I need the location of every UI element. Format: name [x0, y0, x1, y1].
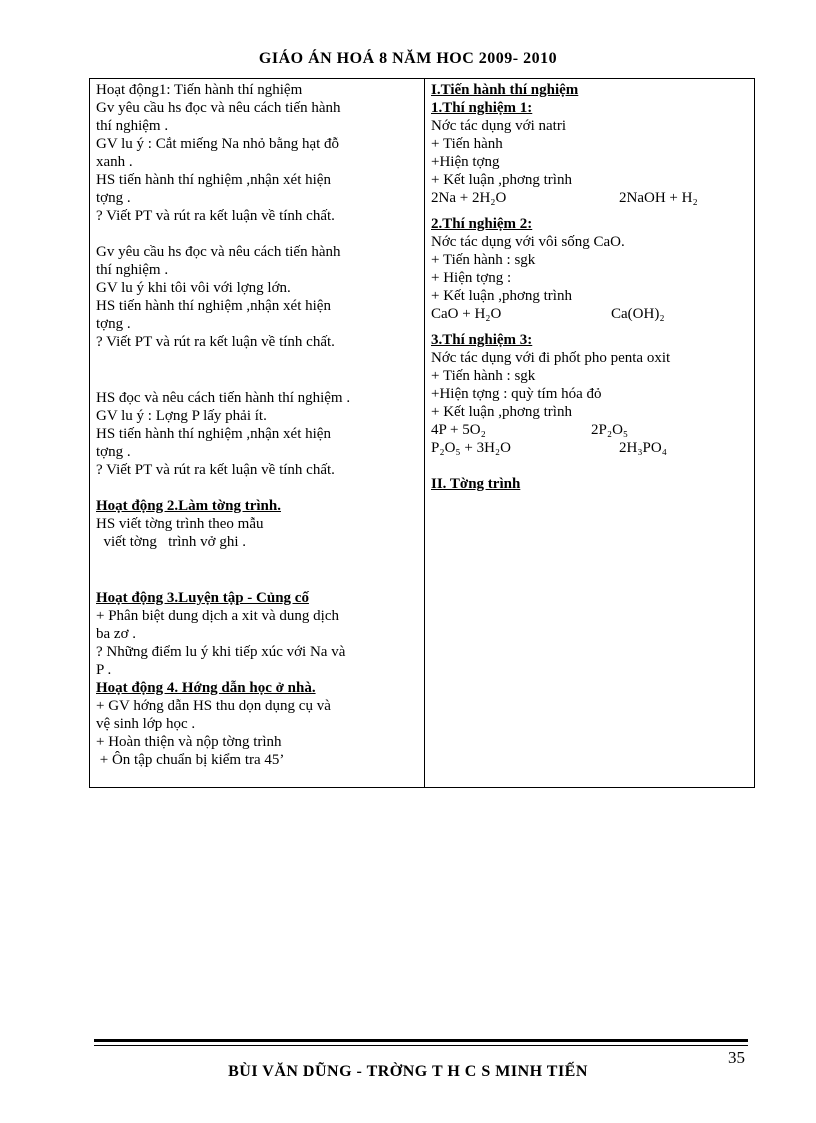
text-line: ? Những điểm lu ý khi tiếp xúc với Na và — [96, 644, 346, 660]
equation-rhs: 2NaOH + H₂ — [619, 190, 698, 206]
text-line: ? Viết PT và rút ra kết luận về tính chất. — [96, 334, 335, 350]
activity-1-block — [96, 81, 418, 225]
equation-rhs: Ca(OH)₂ — [611, 306, 665, 322]
experiment-3-guidance — [96, 389, 418, 479]
column-divider — [424, 79, 425, 787]
text-line: GV lu ý khi tôi vôi với lợng lớn. — [96, 280, 291, 296]
experiment-2-guidance — [96, 243, 418, 351]
activity-3-heading: Hoạt động 3.Luyện tập - Củng cố — [96, 590, 309, 606]
equation-rhs: 2P₂O₅ — [591, 422, 629, 438]
text-line: viết tờng trình vở ghi . — [96, 534, 247, 550]
section-1-heading: I.Tiến hành thí nghiệm — [431, 82, 579, 98]
text-line: HS viết tờng trình theo mẫu — [96, 516, 264, 532]
text-line: Nớc tác dụng với natri — [431, 118, 566, 134]
text-line: + Tiến hành : sgk — [431, 252, 536, 268]
text-line: + Kết luận ,phơng trình — [431, 404, 572, 420]
experiment-3-heading: 3.Thí nghiệm 3: — [431, 332, 533, 348]
text-line: Nớc tác dụng với đi phốt pho penta oxit — [431, 350, 671, 366]
text-line: + Phân biệt dung dịch a xit và dung dịch — [96, 608, 340, 624]
text-line: + Ôn tập chuẩn bị kiểm tra 45’ — [96, 752, 285, 768]
text-line: xanh . — [96, 154, 133, 170]
text-line: vệ sinh lớp học . — [96, 716, 196, 732]
equation-3 — [431, 421, 749, 439]
text-line: ? Viết PT và rút ra kết luận về tính chất. — [96, 462, 335, 478]
page-footer: BÙI VĂN DŨNG - TRỜNG T H C S MINH TIẾN — [228, 1063, 588, 1080]
equation-lhs: CaO + H₂O — [431, 306, 502, 322]
equation-lhs: P₂O₅ + 3H₂O — [431, 440, 511, 456]
text-line: GV lu ý : Cắt miếng Na nhỏ bằng hạt đỗ — [96, 136, 340, 152]
activity-2-heading: Hoạt động 2.Làm tờng trình. — [96, 498, 281, 514]
text-line: thí nghiệm . — [96, 262, 169, 278]
equation-1 — [431, 189, 749, 207]
text-line: HS tiến hành thí nghiệm ,nhận xét hiện — [96, 298, 331, 314]
text-line: +Hiện tợng — [431, 154, 500, 170]
equation-2 — [431, 305, 749, 323]
page-number: 35 — [728, 1048, 745, 1067]
text-line: +Hiện tợng : quỳ tím hóa đỏ — [431, 386, 602, 402]
text-line: tợng . — [96, 316, 131, 332]
text-line: HS tiến hành thí nghiệm ,nhận xét hiện — [96, 426, 331, 442]
teacher-student-activities-column — [96, 81, 418, 769]
text-line: P . — [96, 662, 112, 678]
text-line: Hoạt động1: Tiến hành thí nghiệm — [96, 82, 303, 98]
equation-lhs: 4P + 5O₂ — [431, 422, 486, 438]
text-line: Nớc tác dụng với vôi sống CaO. — [431, 234, 625, 250]
text-line: ? Viết PT và rút ra kết luận về tính chất. — [96, 208, 335, 224]
text-line: HS đọc và nêu cách tiến hành thí nghiệm . — [96, 390, 351, 406]
equation-rhs: 2H₃PO₄ — [619, 440, 667, 456]
section-2-heading: II. Tờng trình — [431, 476, 521, 492]
footer-rule — [94, 1039, 748, 1042]
experiment-1-heading: 1.Thí nghiệm 1: — [431, 100, 533, 116]
equation-4 — [431, 439, 749, 457]
footer-rule-thin — [94, 1045, 748, 1046]
text-line: + Hoàn thiện và nộp tờng trình — [96, 734, 282, 750]
text-line: HS tiến hành thí nghiệm ,nhận xét hiện — [96, 172, 331, 188]
activity-4-heading: Hoạt động 4. Hớng dẫn học ở nhà. — [96, 680, 316, 696]
equation-lhs: 2Na + 2H₂O — [431, 190, 507, 206]
text-line: Gv yêu cầu hs đọc và nêu cách tiến hành — [96, 100, 341, 116]
text-line: Gv yêu cầu hs đọc và nêu cách tiến hành — [96, 244, 341, 260]
text-line: + GV hớng dẫn HS thu dọn dụng cụ và — [96, 698, 331, 714]
text-line: tợng . — [96, 444, 131, 460]
page-header: GIÁO ÁN HOÁ 8 NĂM HOC 2009- 2010 — [258, 50, 558, 67]
lesson-table — [89, 78, 755, 788]
experiment-2-heading: 2.Thí nghiệm 2: — [431, 216, 533, 232]
text-line: + Kết luận ,phơng trình — [431, 172, 572, 188]
text-line: GV lu ý : Lợng P lấy phải ít. — [96, 408, 267, 424]
text-line: + Kết luận ,phơng trình — [431, 288, 572, 304]
lesson-content-column — [431, 81, 749, 493]
text-line: + Hiện tợng : — [431, 270, 512, 286]
text-line: tợng . — [96, 190, 131, 206]
text-line: + Tiến hành : sgk — [431, 368, 536, 384]
text-line: thí nghiệm . — [96, 118, 169, 134]
text-line: ba zơ . — [96, 626, 136, 642]
text-line: + Tiến hành — [431, 136, 503, 152]
